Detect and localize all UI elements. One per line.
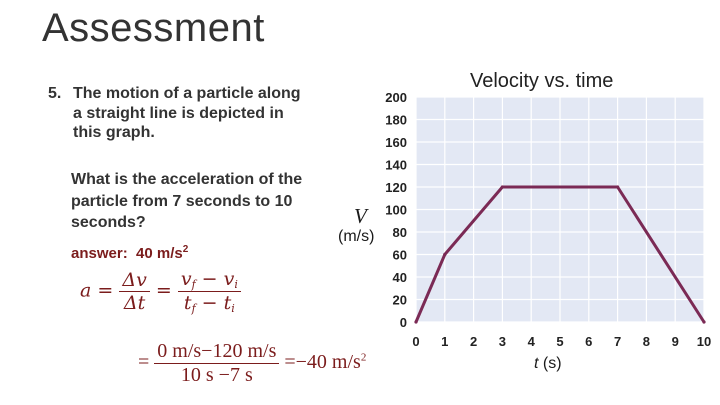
x-tick-label: 5 — [556, 334, 564, 349]
y-tick-label: 140 — [385, 157, 407, 173]
slide-title: Assessment — [42, 6, 265, 50]
y-tick-label: 0 — [399, 315, 407, 330]
data-point — [702, 320, 705, 323]
x-axis-unit: (s) — [542, 355, 562, 372]
delta-v: Δv — [119, 269, 149, 292]
y-tick-label: 200 — [385, 90, 407, 105]
y-tick-label: 40 — [392, 270, 407, 285]
y-axis-symbol: V — [354, 204, 367, 228]
question-text: The motion of a particle along a straight line is depicted in this graph. — [73, 85, 301, 141]
y-tick-label: 160 — [385, 135, 407, 150]
x-tick-label: 9 — [671, 334, 679, 349]
x-tick-label: 1 — [441, 334, 449, 349]
y-tick-label: 100 — [385, 202, 407, 218]
answer-value: 40 m/s — [136, 245, 183, 262]
data-point — [616, 185, 619, 188]
calc-result: =−40 m/s — [284, 351, 361, 374]
answer-label: answer: — [71, 245, 128, 262]
x-tick-label: 3 — [498, 334, 507, 349]
calc-result-exponent: 2 — [360, 351, 367, 364]
y-tick-label: 60 — [392, 247, 407, 263]
y-axis-unit: (m/s) — [338, 228, 375, 245]
x-tick-label: 8 — [642, 334, 651, 349]
calc-denominator: 10 s −7 s — [180, 364, 253, 386]
data-point — [414, 320, 417, 323]
x-tick-label: 4 — [527, 334, 535, 349]
ask-text: What is the acceleration of the particle from 7 seconds to 10 seconds? — [71, 171, 303, 231]
answer-exponent: 2 — [182, 244, 189, 255]
y-tick-label: 20 — [392, 292, 407, 308]
calc-equals: = — [138, 351, 150, 374]
calc-numerator: 0 m/s−120 m/s — [154, 340, 279, 364]
y-tick-label: 180 — [385, 112, 407, 128]
x-tick-label: 0 — [412, 334, 420, 349]
x-tick-label: 2 — [469, 334, 478, 349]
formula-equals-1: = — [97, 279, 114, 302]
formula-a: a — [80, 279, 92, 302]
delta-t: Δt — [123, 292, 146, 314]
y-tick-label: 120 — [385, 180, 407, 195]
chart-title: Velocity vs. time — [470, 70, 614, 92]
time-difference: $t_f - t_i$ — [183, 292, 235, 315]
y-tick-label: 80 — [392, 225, 407, 240]
x-tick-label: 10 — [696, 334, 712, 349]
data-point — [443, 253, 446, 256]
x-tick-label: 7 — [613, 334, 622, 349]
data-point — [501, 185, 504, 188]
x-tick-label: 6 — [585, 334, 593, 349]
question-number: 5. — [48, 85, 62, 102]
formula-equals-2: = — [155, 279, 172, 302]
velocity-difference: $v_f - v_i$ — [178, 268, 241, 292]
x-axis-symbol: t — [534, 355, 539, 372]
